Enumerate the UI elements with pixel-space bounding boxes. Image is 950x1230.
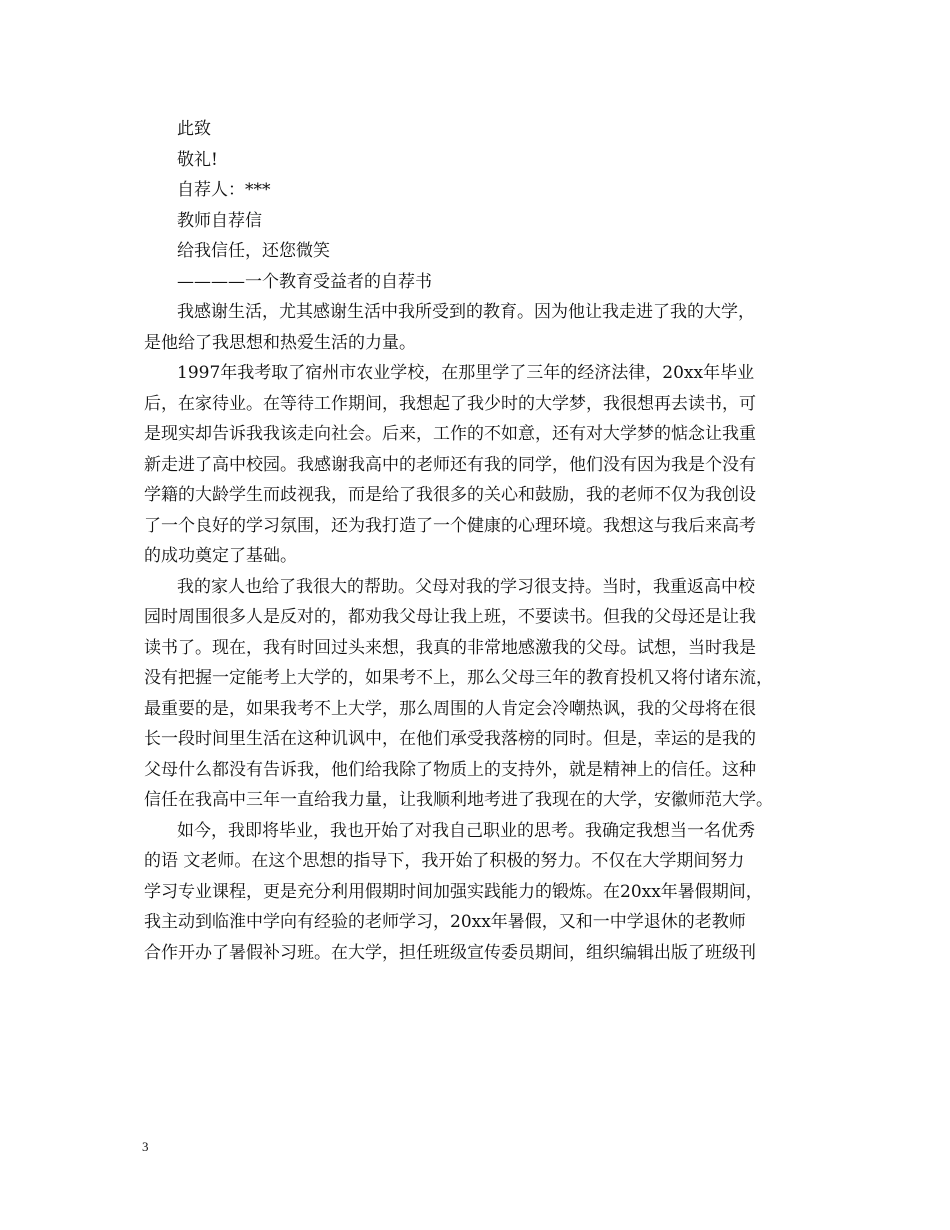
paragraph-line: 学习专业课程，更是充分利用假期时间加强实践能力的锻炼。在20xx年暑假期间， (144, 881, 763, 902)
closing-salutation: 此致 (177, 119, 211, 139)
letter-title: 教师自荐信 (177, 210, 262, 231)
paragraph (144, 572, 824, 816)
paragraph-line: 信任在我高中三年一直给我力量，让我顺利地考进了我现在的大学，安徽师范大学。 (144, 790, 773, 810)
paragraph-line: 读书了。现在，我有时回过头来想，我真的非常地感激我的父母。试想，当时我是 (144, 637, 756, 658)
paragraph-line: 没有把握一定能考上大学的，如果考不上，那么父母三年的教育投机又将付诸东流， (144, 668, 773, 688)
paragraph-line: 后，在家待业。在等待工作期间，我想起了我少时的大学梦，我很想再去读书，可 (144, 393, 756, 414)
paragraph-line: 新走进了高中校园。我感谢我高中的老师还有我的同学，他们没有因为我是个没有 (144, 454, 756, 475)
paragraph-line: 我主动到临淮中学向有经验的老师学习，20xx年暑假，又和一中学退休的老教师 (144, 912, 746, 932)
paragraph-line: 长一段时间里生活在这种讥讽中，在他们承受我落榜的同时。但是，幸运的是我的 (144, 729, 756, 749)
paragraph-line: 最重要的是，如果我考不上大学，那么周围的人肯定会冷嘲热讽，我的父母将在很 (144, 698, 756, 719)
paragraph-line: 的语 文老师。在这个思想的指导下，我开始了积极的努力。不仅在大学期间努力 (144, 851, 745, 871)
letter-subtitle: 给我信任，还您微笑 (177, 241, 330, 261)
page-number: 3 (142, 1139, 149, 1154)
paragraph-line: 是现实却告诉我我该走向社会。后来，工作的不如意，还有对大学梦的惦念让我重 (144, 424, 756, 444)
paragraph-line: 是他给了我思想和热爱生活的力量。 (144, 332, 416, 353)
paragraph (144, 297, 824, 358)
paragraph (144, 816, 824, 969)
paragraph-line: 学籍的大龄学生而歧视我，而是给了我很多的关心和鼓励，我的老师不仅为我创设 (144, 485, 756, 505)
paragraph-line: 的成功奠定了基础。 (144, 546, 297, 566)
closing-regards: 敬礼! (177, 149, 218, 170)
paragraph-line: 我的家人也给了我很大的帮助。父母对我的学习很支持。当时，我重返高中校 (177, 576, 755, 597)
paragraph-line: 了一个良好的学习氛围，还为我打造了一个健康的心理环境。我想这与我后来高考 (144, 515, 756, 536)
paragraph-line: 父母什么都没有告诉我，他们给我除了物质上的支持外，就是精神上的信任。这种 (144, 759, 756, 780)
paragraph-line: 1997年我考取了宿州市农业学校，在那里学了三年的经济法律，20xx年毕业 (177, 363, 755, 383)
paragraph (144, 358, 824, 572)
letter-body (144, 297, 824, 968)
paragraph-line: 合作开办了暑假补习班。在大学，担任班级宣传委员期间，组织编辑出版了班级刊 (144, 942, 756, 963)
paragraph-line: 如今，我即将毕业，我也开始了对我自己职业的思考。我确定我想当一名优秀 (177, 820, 755, 841)
letter-byline: ————一个教育受益者的自荐书 (177, 271, 432, 292)
signature: 自荐人：*** (177, 180, 271, 200)
letter-content (144, 114, 824, 968)
paragraph-line: 园时周围很多人是反对的，都劝我父母让我上班，不要读书。但我的父母还是让我 (144, 607, 756, 627)
paragraph-line: 我感谢生活，尤其感谢生活中我所受到的教育。因为他让我走进了我的大学， (177, 302, 755, 322)
